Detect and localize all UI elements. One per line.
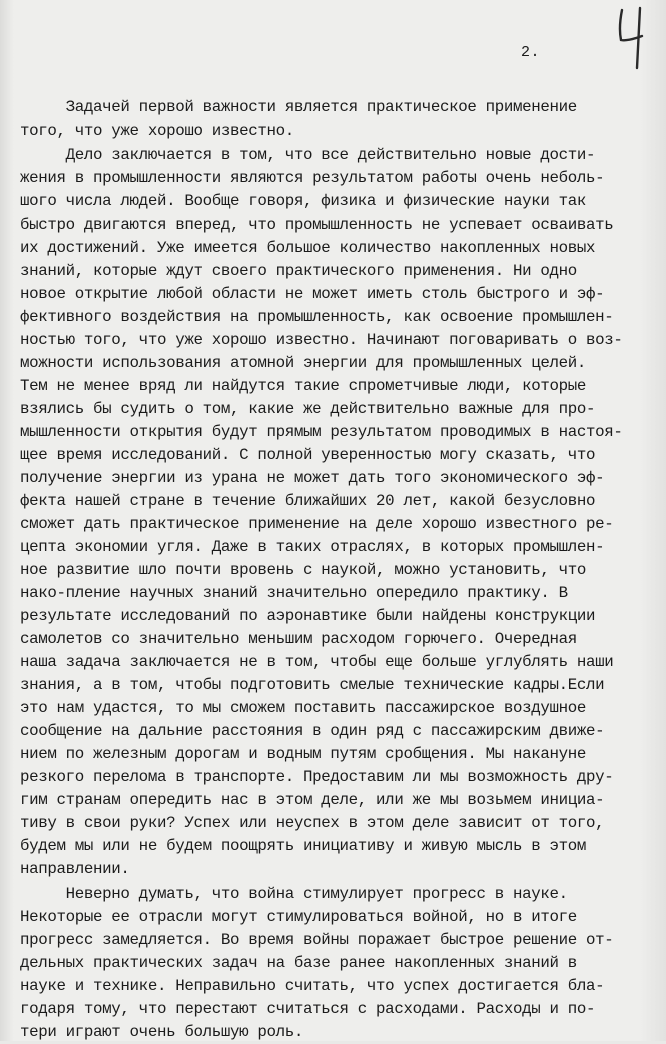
text-line: самолетов со значительно меньшим расходом горючего. Очередная xyxy=(20,630,577,648)
text-line: жения в промышленности являются результатом работы очень неболь- xyxy=(20,169,605,187)
text-line: прогресс замедляется. Во время войны поражает быстрое решение от- xyxy=(20,931,614,949)
text-line: Задачей первой важности является практическое применение xyxy=(20,98,577,116)
text-line: взялись бы судить о том, какие же действительно важные для про- xyxy=(20,400,596,418)
text-line: ное развитие шло почти вровень с наукой, можно установить, что xyxy=(20,561,587,579)
text-line: это нам удастся, то мы сможем поставить пассажирское воздушное xyxy=(20,699,587,717)
text-line: направлении. xyxy=(20,860,130,878)
text-line: мышленности открытия будут прямым результатом проводимых в настоя- xyxy=(20,423,623,441)
text-line: дельных практических задач на базе ранее накопленных знаний в xyxy=(20,954,577,972)
text-line: годаря тому, что перестают считаться с расходами. Расходы и по- xyxy=(20,1000,596,1018)
text-line: цепта экономии угля. Даже в таких отраслях, в которых промышлен- xyxy=(20,538,605,556)
handwritten-page-number xyxy=(612,6,652,72)
text-line: того, что уже хорошо известно. xyxy=(20,122,294,140)
text-line: сможет дать практическое применение на деле хорошо известного ре- xyxy=(20,515,614,533)
text-line: результате исследований по аэронавтике были найдены конструкции xyxy=(20,607,596,625)
text-line: сообщение на дальние расстояния в один ряд с пассажирским движе- xyxy=(20,722,605,740)
text-line: щее время исследований. С полной уверенностью могу сказать, что xyxy=(20,446,596,464)
text-line: фекта нашей стране в течение ближайших 20 лет, какой безусловно xyxy=(20,492,596,510)
text-line: тиву в свои руки? Успех или неуспех в этом деле зависит от того, xyxy=(20,814,605,832)
text-line: нако-пление научных знаний значительно опередило практику. В xyxy=(20,584,568,602)
text-line: будем мы или не будем поощрять инициативу и живую мысль в этом xyxy=(20,837,587,855)
text-line: быстро двигаются вперед, что промышленность не успевает осваивать xyxy=(20,216,614,234)
text-line: Некоторые ее отрасли могут стимулироваться войной, но в итоге xyxy=(20,908,577,926)
text-line: науке и технике. Неправильно считать, что успех достигается бла- xyxy=(20,977,605,995)
text-line: их достижений. Уже имеется большое количество накопленных новых xyxy=(20,239,596,257)
text-line: фективного воздействия на промышленность, как освоение промышлен- xyxy=(20,308,614,326)
text-line: получение энергии из урана не может дать того экономического эф- xyxy=(20,469,605,487)
page-number: 2. xyxy=(521,44,541,61)
text-line: Дело заключается в том, что все действительно новые дости- xyxy=(20,146,596,164)
text-line: можности использования атомной энергии для промышленных целей. xyxy=(20,354,587,372)
text-line: Неверно думать, что война стимулирует прогресс в науке. xyxy=(20,885,568,903)
text-line: шого числа людей. Вообще говоря, физика и физические науки так xyxy=(20,192,587,210)
text-line: резкого перелома в транспорте. Предоставим ли мы возможность дру- xyxy=(20,768,614,786)
text-line: нием по железным дорогам и водным путям сробщения. Мы накануне xyxy=(20,745,587,763)
text-line: новое открытие любой области не может иметь столь быстрого и эф- xyxy=(20,285,605,303)
text-line: знания, а в том, чтобы подготовить смелые технические кадры.Если xyxy=(20,676,605,694)
text-line: тери играют очень большую роль. xyxy=(20,1023,304,1041)
text-line: знаний, которые ждут своего практического применения. Ни одно xyxy=(20,262,577,280)
text-line: ностью того, что уже хорошо известно. Начинают поговаривать о воз- xyxy=(20,331,623,349)
text-line: гим странам опередить нас в этом деле, или же мы возьмем инициа- xyxy=(20,791,605,809)
text-line: наша задача заключается не в том, чтобы еще больше углублять наши xyxy=(20,653,614,671)
text-line: Тем не менее вряд ли найдутся такие спрометчивые люди, которые xyxy=(20,377,587,395)
